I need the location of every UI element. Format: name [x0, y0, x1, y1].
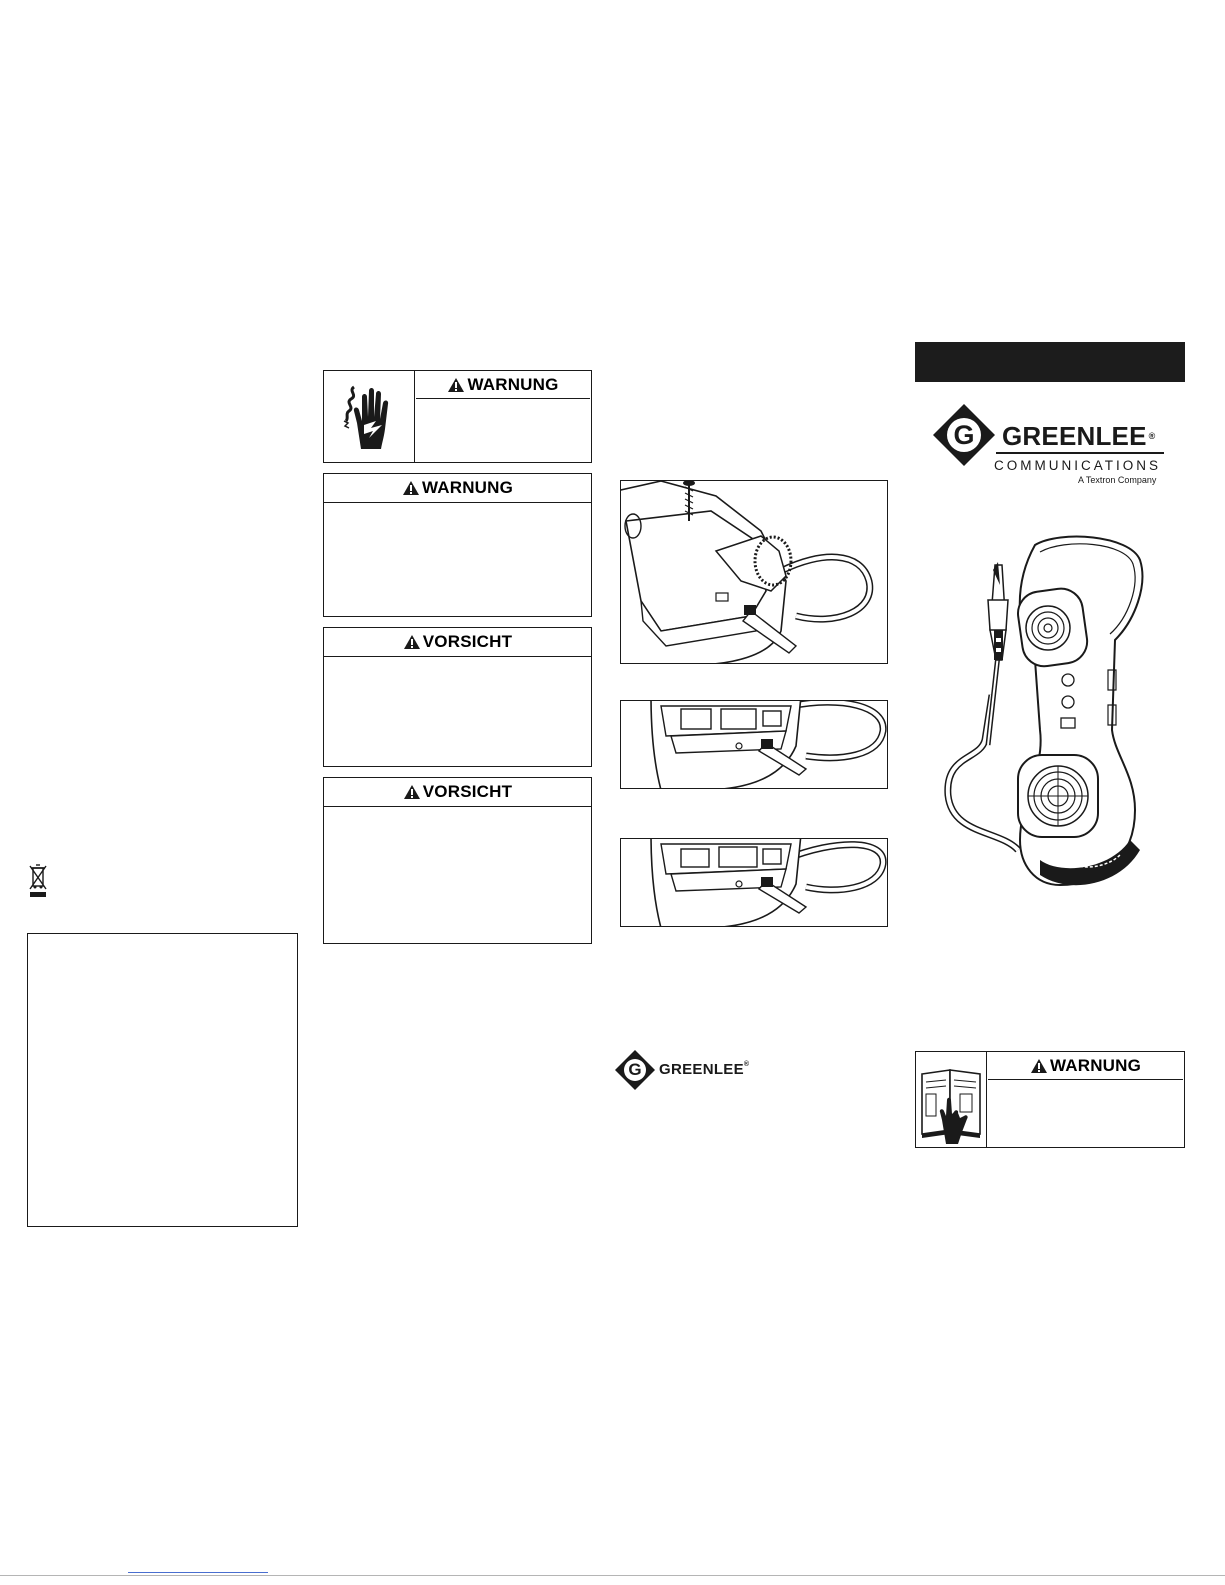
warning-box-2-header [324, 474, 591, 503]
read-manual-warning-box [915, 1051, 1185, 1148]
footer-link-underline [128, 1572, 268, 1573]
shock-icon-cell [324, 371, 415, 462]
caution-box-2-header [324, 778, 591, 807]
greenlee-rule [996, 452, 1164, 454]
warning-triangle-icon [402, 480, 420, 496]
footer-rule [0, 1575, 1225, 1576]
warning-box-2 [323, 473, 592, 617]
electric-shock-hand-icon [324, 371, 415, 462]
caution-box-1 [323, 627, 592, 767]
greenlee-registered-small: ® [743, 1061, 750, 1068]
greenlee-logo-letter: G [953, 420, 975, 450]
greenlee-division: COMMUNICATIONS [994, 458, 1161, 473]
figure-battery-open-1 [620, 700, 888, 789]
caution-box-1-header [324, 628, 591, 657]
greenlee-tagline: A Textron Company [1078, 475, 1157, 485]
shock-warning-box [323, 370, 592, 463]
shock-warning-header [416, 371, 590, 399]
info-box [27, 933, 298, 1227]
warning-box-2-label: WARNUNG [421, 478, 514, 497]
warning-triangle-icon [403, 784, 421, 800]
shock-warning-label: WARNUNG [467, 374, 559, 394]
read-manual-warning-label: WARNUNG [1049, 1055, 1142, 1075]
figure-battery-open-2 [620, 838, 888, 927]
caution-box-2-label: VORSICHT [422, 782, 513, 801]
caution-box-2 [323, 777, 592, 944]
test-set-handset-illustration [940, 530, 1150, 900]
read-manual-icon-cell [916, 1052, 987, 1147]
cover-title-bar [915, 342, 1185, 382]
warning-triangle-icon [403, 634, 421, 650]
caution-box-1-label: VORSICHT [422, 632, 513, 651]
greenlee-logo-small [614, 1049, 764, 1091]
greenlee-wordmark-text: GREENLEE [1002, 421, 1147, 451]
greenlee-wordmark-small [659, 1061, 749, 1078]
greenlee-logo-small-letter: G [628, 1060, 642, 1079]
greenlee-wordmark [1002, 422, 1155, 450]
warning-triangle-icon [447, 377, 465, 393]
weee-bin-icon [28, 862, 48, 898]
greenlee-registered: ® [1148, 431, 1156, 441]
warning-triangle-icon [1030, 1058, 1048, 1074]
read-manual-warning-header [988, 1052, 1183, 1080]
figure-battery-screw [620, 480, 888, 664]
read-manual-icon [916, 1052, 987, 1147]
greenlee-wordmark-small-text: GREENLEE [659, 1061, 744, 1078]
greenlee-communications-logo [932, 403, 1172, 489]
